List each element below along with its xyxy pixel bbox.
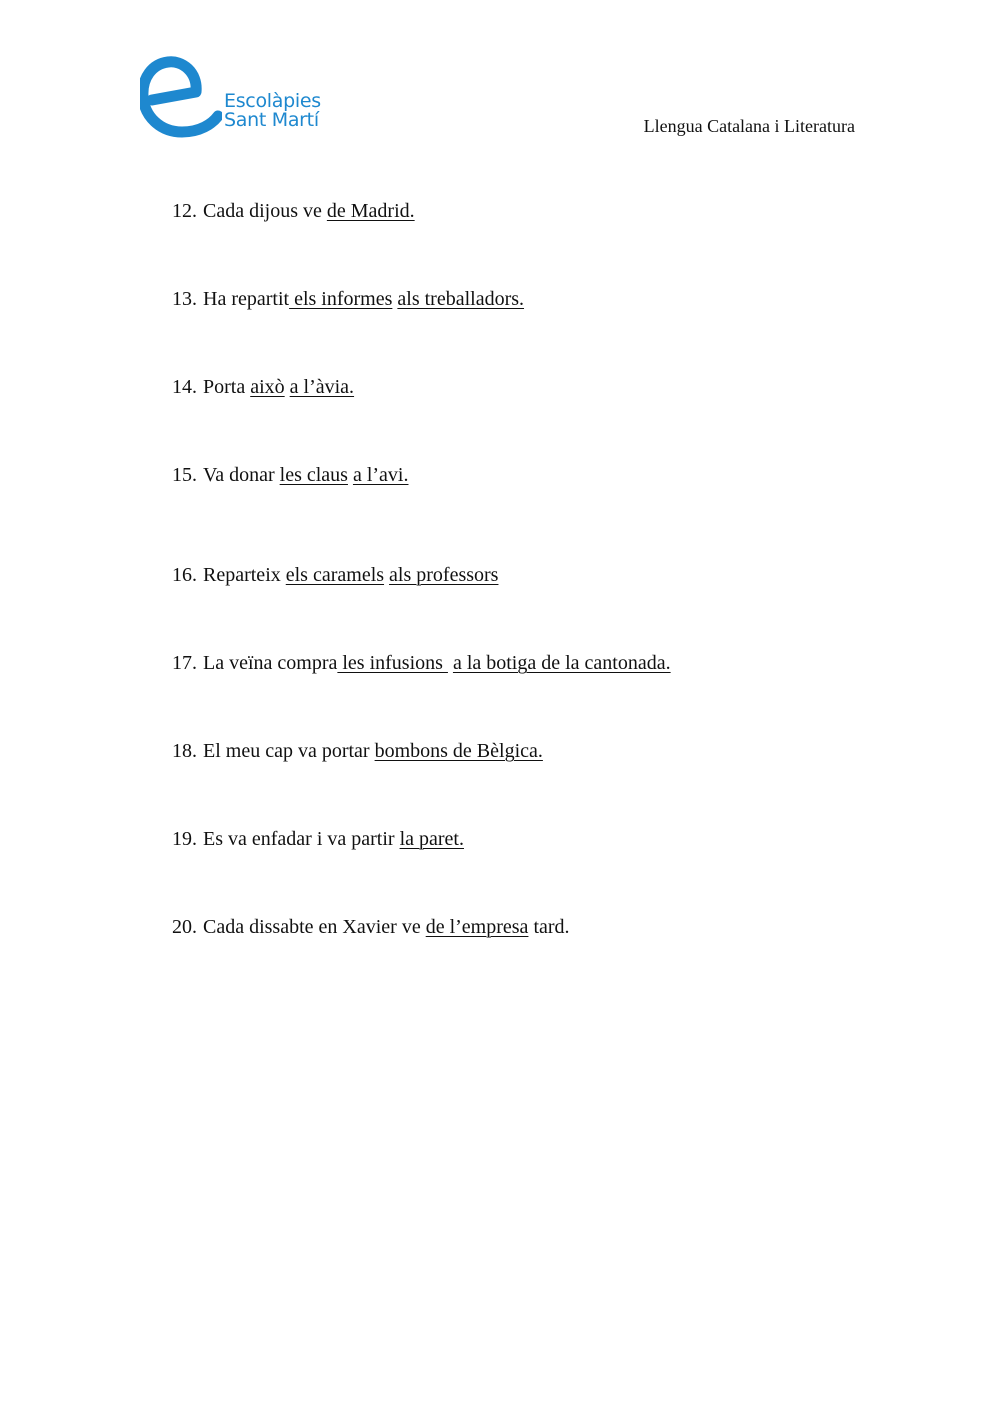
- underlined-phrase: les infusions: [337, 652, 448, 674]
- school-logo: [140, 56, 340, 138]
- sentence-text: Ha repartit: [203, 288, 290, 310]
- exercise-number: 19.: [172, 828, 197, 850]
- escolapies-e-logo-icon: [140, 56, 222, 138]
- exercise-number: 20.: [172, 916, 197, 938]
- underlined-phrase: de Madrid.: [326, 200, 415, 222]
- exercise-item: [172, 563, 498, 587]
- sentence-text: Reparteix: [203, 564, 286, 586]
- sentence-text: El meu cap va portar: [203, 740, 375, 762]
- exercise-item: [172, 651, 671, 675]
- underlined-phrase: les claus: [279, 464, 348, 486]
- exercise-number: 15.: [172, 464, 197, 486]
- logo-line-2: Sant Martí: [224, 109, 319, 131]
- exercise-item: [172, 915, 570, 939]
- underlined-phrase: a l’avi.: [352, 464, 409, 486]
- exercise-item: [172, 739, 543, 763]
- logo-wordmark: [224, 92, 321, 130]
- exercise-number: 12.: [172, 200, 197, 222]
- underlined-phrase: als treballadors.: [397, 288, 525, 310]
- underlined-phrase: la paret.: [399, 828, 464, 850]
- sentence-text: Cada dijous ve: [203, 200, 327, 222]
- logo-line-1: Escolàpies: [224, 90, 321, 112]
- sentence-text: Cada dissabte en Xavier ve: [203, 916, 426, 938]
- exercise-number: 18.: [172, 740, 197, 762]
- exercise-number: 16.: [172, 564, 197, 586]
- sentence-text: tard.: [528, 916, 570, 938]
- exercise-item: [172, 463, 408, 487]
- underlined-phrase: a la botiga de la cantonada.: [452, 652, 671, 674]
- exercise-item: [172, 199, 415, 223]
- sentence-text: La veïna compra: [203, 652, 338, 674]
- underlined-phrase: als professors: [389, 564, 499, 586]
- exercise-number: 17.: [172, 652, 197, 674]
- sentence-text: Porta: [203, 376, 251, 398]
- underlined-phrase: això: [250, 376, 285, 398]
- sentence-text: Va donar: [203, 464, 280, 486]
- underlined-phrase: els informes: [289, 288, 393, 310]
- underlined-phrase: de l’empresa: [425, 916, 529, 938]
- exercise-number: 14.: [172, 376, 197, 398]
- exercise-item: [172, 375, 354, 399]
- underlined-phrase: bombons de Bèlgica.: [374, 740, 543, 762]
- exercise-number: 13.: [172, 288, 197, 310]
- sentence-text: Es va enfadar i va partir: [203, 828, 400, 850]
- subject-title: Llengua Catalana i Literatura: [643, 116, 855, 136]
- underlined-phrase: a l’àvia.: [289, 376, 355, 398]
- underlined-phrase: els caramels: [285, 564, 385, 586]
- exercise-item: [172, 287, 524, 311]
- exercise-item: [172, 827, 464, 851]
